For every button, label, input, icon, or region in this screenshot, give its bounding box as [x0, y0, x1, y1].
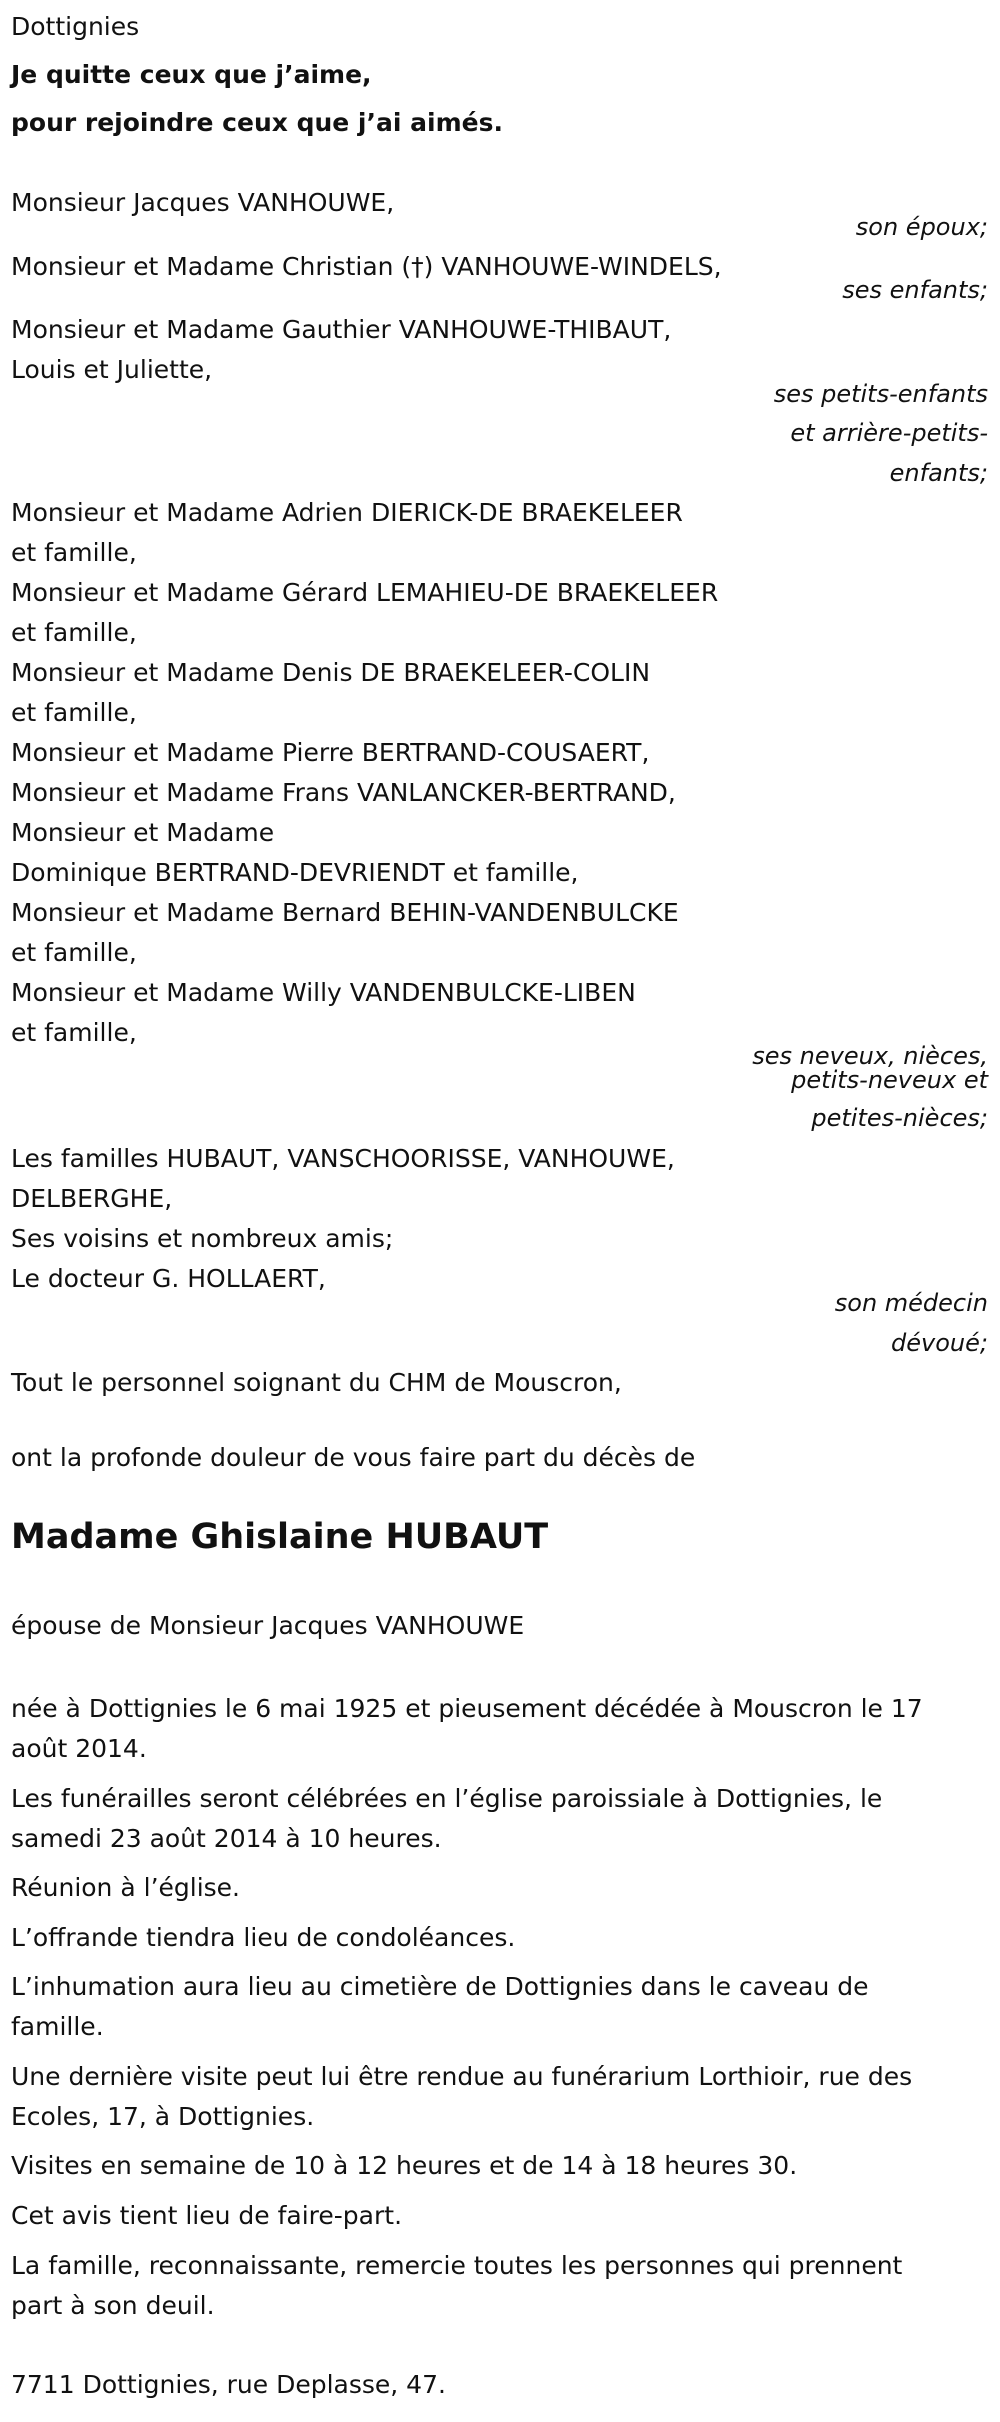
spouse-of-line: épouse de Monsieur Jacques VANHOUWE [11, 1611, 525, 1640]
nephews-line: et famille, [11, 538, 137, 567]
deceased-name: Madame Ghislaine HUBAUT [11, 1517, 549, 1557]
detail-line: née à Dottignies le 6 mai 1925 et pieusement décédée à Mouscron le 17 [11, 1694, 923, 1723]
nephews-role-line: petites-nièces; [811, 1104, 988, 1132]
nephews-line: Monsieur et Madame Frans VANLANCKER-BERTRAND, [11, 778, 676, 807]
detail-line: Réunion à l’église. [11, 1873, 241, 1902]
grandchildren-line: Louis et Juliette, [11, 355, 213, 384]
detail-line: Ecoles, 17, à Dottignies. [11, 2102, 315, 2131]
quote-line-2: pour rejoindre ceux que j’ai aimés. [11, 108, 503, 137]
detail-line: Cet avis tient lieu de faire-part. [11, 2201, 403, 2230]
nephews-line: et famille, [11, 938, 137, 967]
detail-line: Les funérailles seront célébrées en l’église paroissiale à Dottignies, le [11, 1784, 883, 1813]
grandchildren-role-line: ses petits-enfants [773, 380, 988, 408]
detail-line: samedi 23 août 2014 à 10 heures. [11, 1824, 442, 1853]
nephews-line: Dominique BERTRAND-DEVRIENDT et famille, [11, 858, 579, 887]
spouse-role: son époux; [855, 213, 988, 241]
staff-line: Tout le personnel soignant du CHM de Mouscron, [11, 1368, 622, 1397]
nephews-line: Monsieur et Madame Bernard BEHIN-VANDENBULCKE [11, 898, 679, 927]
children-role: ses enfants; [842, 276, 988, 304]
detail-line: Une dernière visite peut lui être rendue au funérarium Lorthioir, rue des [11, 2062, 913, 2091]
nephews-line: Monsieur et Madame Denis DE BRAEKELEER-COLIN [11, 658, 651, 687]
nephews-line: Monsieur et Madame [11, 818, 275, 847]
detail-line: Visites en semaine de 10 à 12 heures et de 14 à 18 heures 30. [11, 2151, 798, 2180]
nephews-line: Monsieur et Madame Willy VANDENBULCKE-LIBEN [11, 978, 636, 1007]
nephews-line: Monsieur et Madame Gérard LEMAHIEU-DE BRAEKELEER [11, 578, 719, 607]
detail-line: La famille, reconnaissante, remercie toutes les personnes qui prennent [11, 2251, 903, 2280]
nephews-role-line: ses neveux, nièces, [752, 1042, 988, 1070]
grandchildren-role-line: enfants; [889, 459, 988, 487]
place-heading: Dottignies [11, 12, 140, 41]
detail-line: part à son deuil. [11, 2291, 215, 2320]
others-role-line: dévoué; [891, 1329, 988, 1357]
others-role-line: son médecin [834, 1289, 988, 1317]
others-line: DELBERGHE, [11, 1184, 173, 1213]
nephews-line: Monsieur et Madame Pierre BERTRAND-COUSAERT, [11, 738, 650, 767]
grandchildren-role-line: et arrière-petits- [790, 419, 988, 447]
detail-line: famille. [11, 2012, 104, 2041]
others-line: Les familles HUBAUT, VANSCHOORISSE, VANHOUWE, [11, 1144, 675, 1173]
nephews-line: et famille, [11, 618, 137, 647]
address-line: 7711 Dottignies, rue Deplasse, 47. [11, 2370, 446, 2399]
nephews-line: et famille, [11, 698, 137, 727]
detail-line: L’inhumation aura lieu au cimetière de Dottignies dans le caveau de [11, 1972, 869, 2001]
grandchildren-line: Monsieur et Madame Gauthier VANHOUWE-THIBAUT, [11, 315, 672, 344]
detail-line: L’offrande tiendra lieu de condoléances. [11, 1923, 516, 1952]
detail-line: août 2014. [11, 1734, 147, 1763]
quote-line-1: Je quitte ceux que j’aime, [11, 60, 372, 89]
spouse-name: Monsieur Jacques VANHOUWE, [11, 188, 395, 217]
nephews-line: et famille, [11, 1018, 137, 1047]
others-line: Ses voisins et nombreux amis; [11, 1224, 394, 1253]
nephews-line: Monsieur et Madame Adrien DIERICK-DE BRAEKELEER [11, 498, 683, 527]
children-name: Monsieur et Madame Christian (†) VANHOUWE-WINDELS, [11, 252, 722, 281]
nephews-role-line: petits-neveux et [791, 1066, 988, 1094]
others-line: Le docteur G. HOLLAERT, [11, 1264, 326, 1293]
announcement-line: ont la profonde douleur de vous faire part du décès de [11, 1443, 696, 1472]
